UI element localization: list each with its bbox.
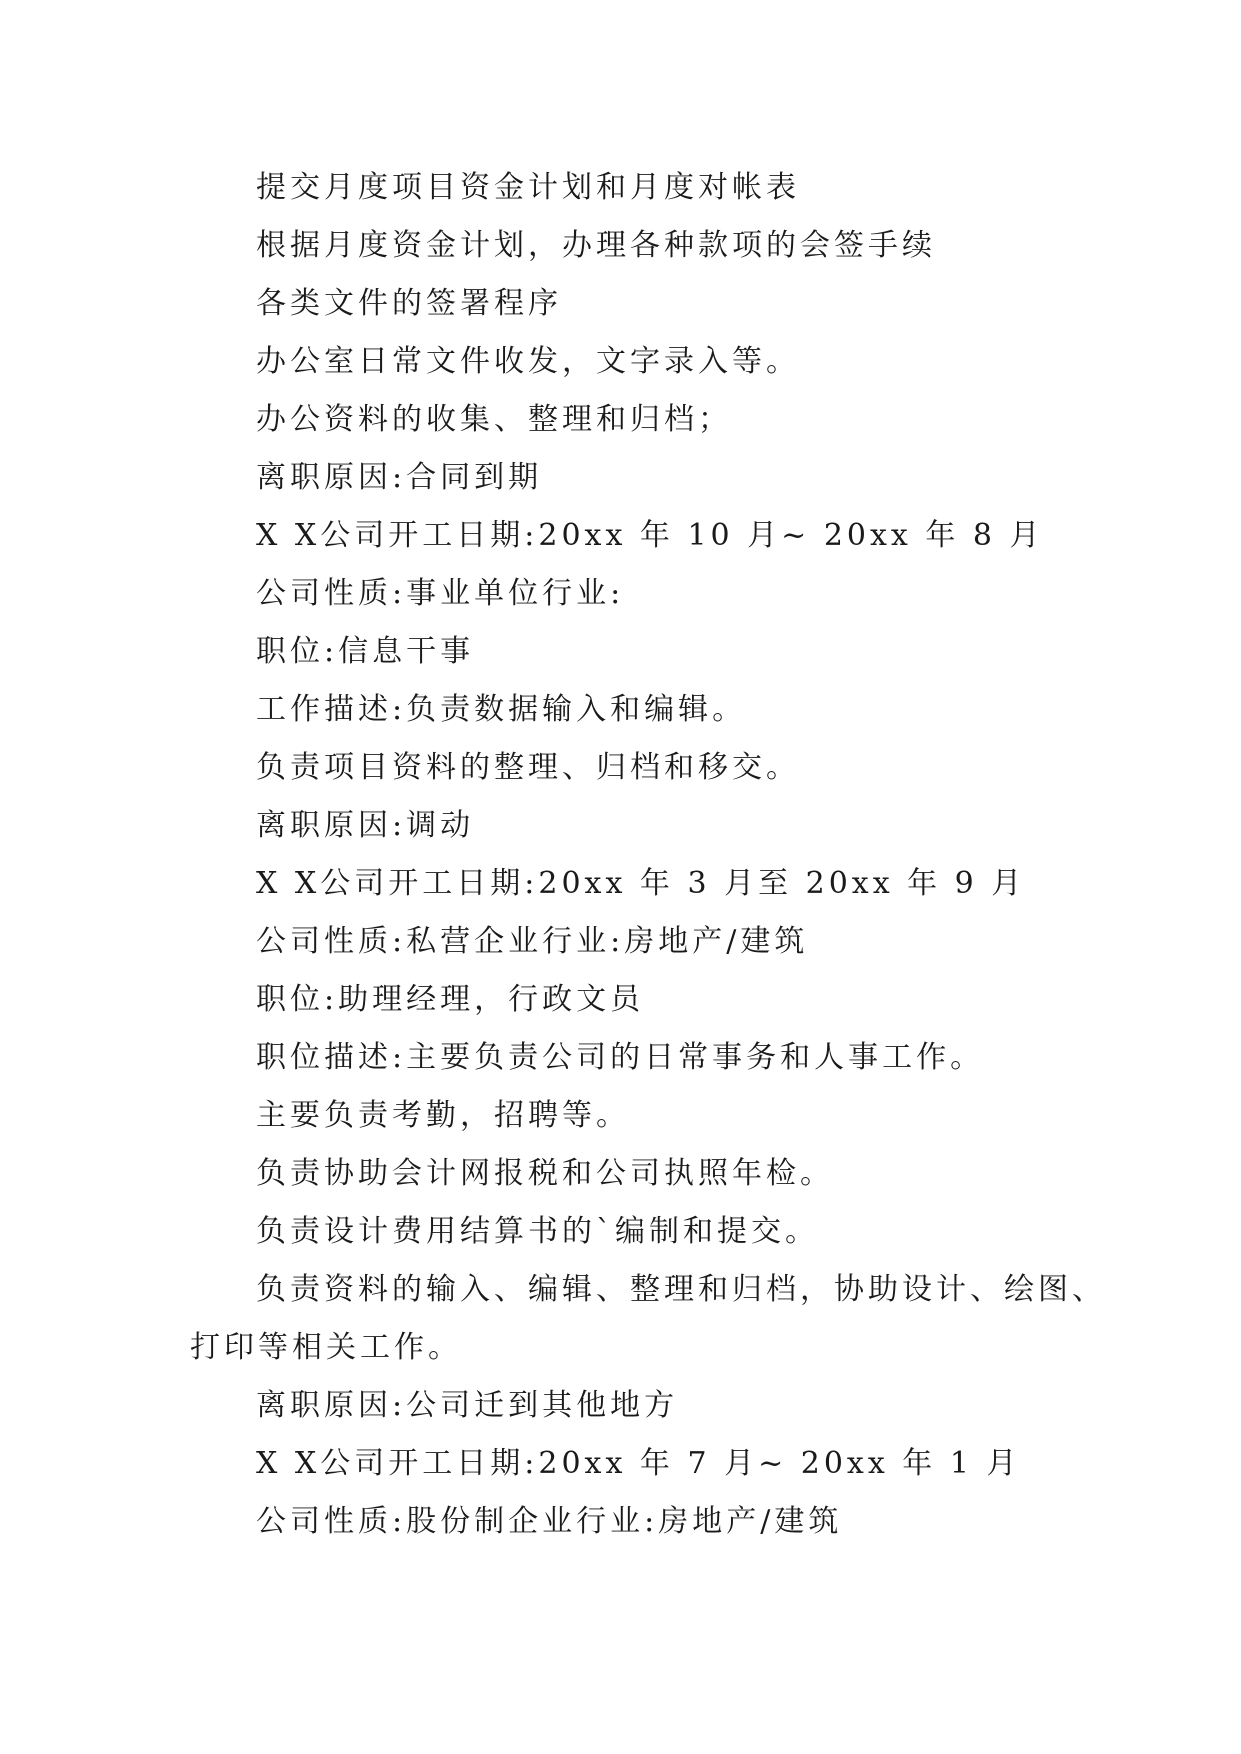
text-line: 主要负责考勤，招聘等。 (256, 1098, 630, 1133)
text-line: 负责协助会计网报税和公司执照年检。 (256, 1156, 834, 1191)
text-line: 职位:助理经理，行政文员 (256, 982, 645, 1017)
text-line: 公司性质:股份制企业行业:房地产/建筑 (256, 1504, 843, 1539)
text-line: 公司性质:事业单位行业: (256, 576, 625, 611)
text-line: 离职原因:合同到期 (256, 460, 543, 495)
text-line: 工作描述:负责数据输入和编辑。 (256, 692, 747, 727)
text-line: X X公司开工日期:20xx 年 3 月至 20xx 年 9 月 (256, 866, 1026, 901)
text-line: 提交月度项目资金计划和月度对帐表 (256, 170, 800, 205)
text-line: 公司性质:私营企业行业:房地产/建筑 (256, 924, 809, 959)
text-line: 办公资料的收集、整理和归档； (256, 402, 732, 437)
text-line: 离职原因:公司迁到其他地方 (256, 1388, 679, 1423)
document-body (190, 159, 1106, 1551)
text-line: X X公司开工日期:20xx 年 7 月~ 20xx 年 1 月 (256, 1446, 1021, 1481)
text-line: 负责资料的输入、编辑、整理和归档，协助设计、绘图、 (256, 1272, 1106, 1307)
text-line: 职位描述:主要负责公司的日常事务和人事工作。 (256, 1040, 985, 1075)
text-line: 离职原因:调动 (256, 808, 475, 843)
text-line: X X公司开工日期:20xx 年 10 月~ 20xx 年 8 月 (256, 518, 1044, 553)
text-line: 各类文件的签署程序 (256, 286, 562, 321)
text-line: 负责项目资料的整理、归档和移交。 (256, 750, 800, 785)
text-line: 办公室日常文件收发，文字录入等。 (256, 344, 800, 379)
text-line: 根据月度资金计划，办理各种款项的会签手续 (256, 228, 936, 263)
text-line: 负责设计费用结算书的`编制和提交。 (256, 1214, 819, 1249)
text-line: 职位:信息干事 (256, 634, 475, 669)
text-line-continuation: 打印等相关工作。 (190, 1330, 462, 1365)
